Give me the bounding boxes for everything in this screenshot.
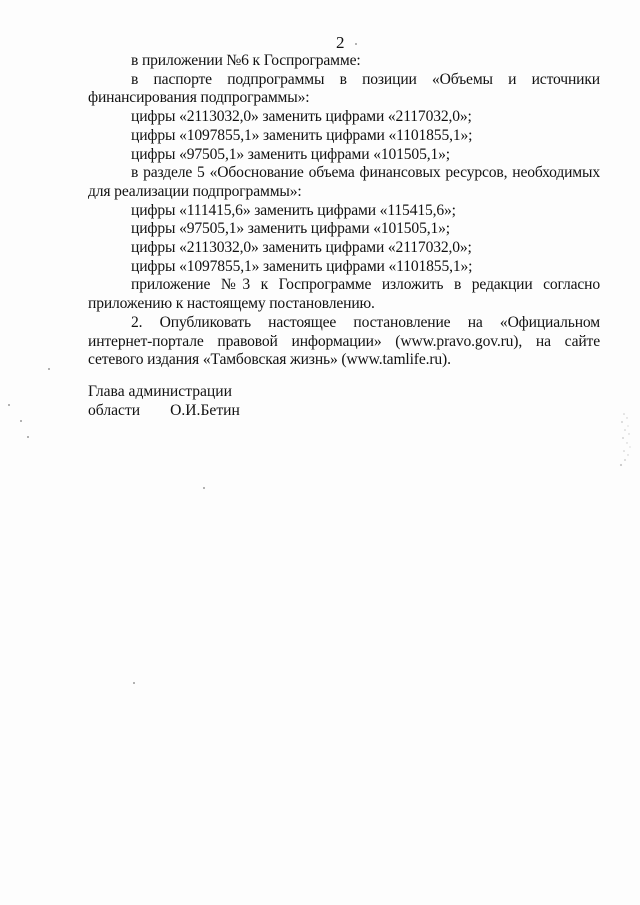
scan-speck xyxy=(8,404,10,406)
paragraph: цифры «1097855,1» заменить цифрами «1101855,1»; xyxy=(131,126,473,144)
scan-speck xyxy=(133,682,135,684)
paragraph: в паспорте подпрограммы в позиции «Объемы и источники финансирования подпрограммы»: xyxy=(88,70,600,107)
scan-speck xyxy=(20,420,22,422)
paragraph: приложение №3 к Госпрограмме изложить в редакции согласно приложению к настоящему постановлению. xyxy=(88,276,600,313)
paragraph: цифры «111415,6» заменить цифрами «115415,6»; xyxy=(131,201,456,219)
signature-title-line1: Глава администрации xyxy=(88,383,232,400)
paragraph: 2. Опубликовать настоящее постановление на «Официальном интернет-портале правовой информации» (www.pravo.gov.ru), на сайте сетевого издания «Тамбовская жизнь» (www.tamlife.ru). xyxy=(88,313,600,369)
scan-noise-dots xyxy=(620,413,631,466)
signature-block xyxy=(88,383,240,420)
paragraph: цифры «2113032,0» заменить цифрами «2117032,0»; xyxy=(131,239,472,257)
signature-title-line2: области xyxy=(88,401,141,419)
signature-line2 xyxy=(88,402,240,421)
page-number: 2 xyxy=(336,33,345,52)
scan-speck xyxy=(27,436,29,438)
signatory-name: О.И.Бетин xyxy=(170,401,240,419)
scan-speck xyxy=(48,368,50,370)
paragraph: в разделе 5 «Обоснование объема финансовых ресурсов, необходимых для реализации подпрограммы»: xyxy=(88,164,600,200)
scan-noise-mark xyxy=(612,410,636,470)
paragraph: цифры «2113032,0» заменить цифрами «2117032,0»; xyxy=(131,108,472,126)
scan-speck xyxy=(355,43,357,45)
paragraph: цифры «97505,1» заменить цифрами «101505,1»; xyxy=(131,220,450,238)
paragraph: цифры «1097855,1» заменить цифрами «1101855,1»; xyxy=(131,257,473,275)
document-body xyxy=(88,52,600,370)
scan-speck xyxy=(203,487,205,489)
paragraph: цифры «97505,1» заменить цифрами «101505,1»; xyxy=(131,145,450,163)
paragraph: в приложении №6 к Госпрограмме: xyxy=(131,52,361,69)
